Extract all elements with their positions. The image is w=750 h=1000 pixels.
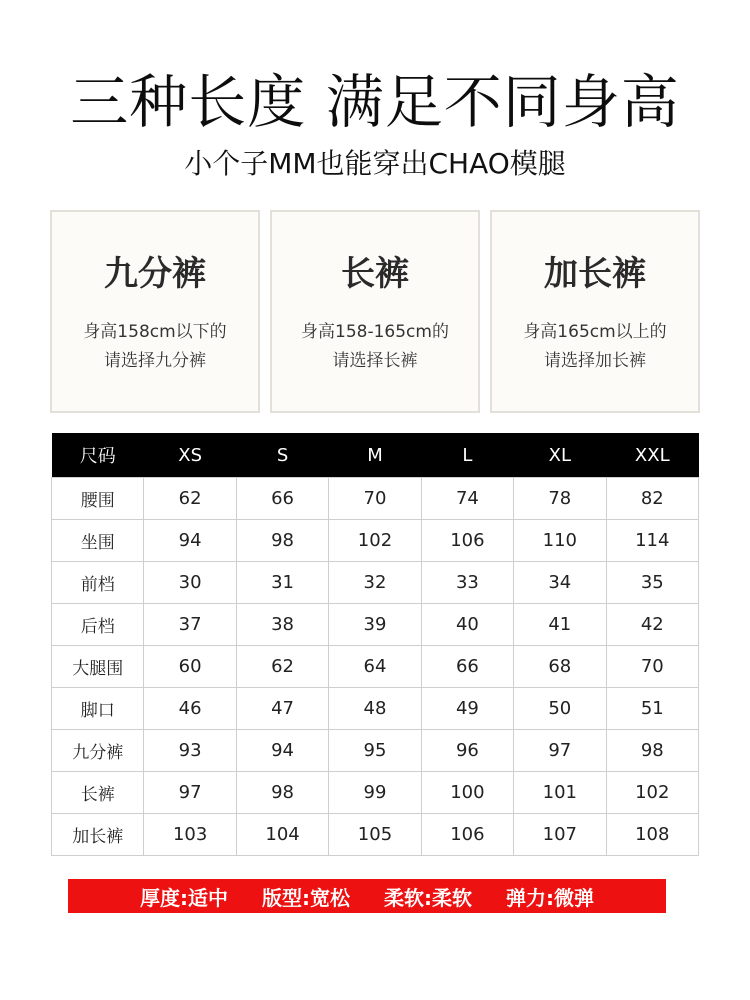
table-cell: 49	[421, 688, 513, 730]
table-cell: 99	[329, 772, 421, 814]
table-row	[52, 688, 699, 730]
table-header-cell: 尺码	[52, 433, 144, 478]
table-header-cell: M	[329, 433, 421, 478]
table-cell: 40	[421, 604, 513, 646]
table-cell: 50	[514, 688, 606, 730]
card-title: 长裤	[341, 254, 409, 294]
card-desc-line: 身高165cm以上的	[523, 322, 667, 342]
table-cell: 35	[606, 562, 698, 604]
table-cell: 108	[606, 814, 698, 856]
table-cell: 106	[421, 814, 513, 856]
softness-attribute: 柔软:柔软	[384, 885, 472, 910]
table-cell: 78	[514, 478, 606, 520]
table-header-cell: XS	[144, 433, 236, 478]
table-cell: 105	[329, 814, 421, 856]
table-row	[52, 520, 699, 562]
table-cell: 47	[236, 688, 328, 730]
table-row	[52, 730, 699, 772]
row-label: 脚口	[52, 688, 144, 730]
fit-attribute: 版型:宽松	[262, 885, 350, 910]
table-cell: 38	[236, 604, 328, 646]
row-label: 长裤	[52, 772, 144, 814]
table-cell: 95	[329, 730, 421, 772]
card-desc-line: 身高158-165cm的	[301, 322, 449, 342]
row-label: 大腿围	[52, 646, 144, 688]
table-cell: 102	[606, 772, 698, 814]
table-cell: 104	[236, 814, 328, 856]
table-cell: 51	[606, 688, 698, 730]
length-card-cropped	[50, 210, 260, 413]
row-label: 后档	[52, 604, 144, 646]
row-label: 加长裤	[52, 814, 144, 856]
table-cell: 94	[144, 520, 236, 562]
table-cell: 97	[144, 772, 236, 814]
length-card-regular	[270, 210, 480, 413]
table-cell: 66	[236, 478, 328, 520]
table-cell: 106	[421, 520, 513, 562]
table-row	[52, 814, 699, 856]
table-cell: 66	[421, 646, 513, 688]
card-description	[492, 318, 698, 376]
table-cell: 42	[606, 604, 698, 646]
table-cell: 110	[514, 520, 606, 562]
table-cell: 68	[514, 646, 606, 688]
fabric-info-bar	[68, 879, 666, 913]
table-cell: 96	[421, 730, 513, 772]
size-table	[51, 433, 699, 856]
row-label: 坐围	[52, 520, 144, 562]
page-subheadline: 小个子MM也能穿出CHAO模腿	[184, 147, 566, 180]
card-desc-line: 请选择九分裤	[104, 351, 206, 371]
table-cell: 70	[606, 646, 698, 688]
table-header-cell: S	[236, 433, 328, 478]
table-cell: 70	[329, 478, 421, 520]
table-cell: 62	[144, 478, 236, 520]
thickness-attribute: 厚度:适中	[140, 885, 228, 910]
table-cell: 31	[236, 562, 328, 604]
card-description	[272, 318, 478, 376]
table-cell: 98	[606, 730, 698, 772]
table-cell: 62	[236, 646, 328, 688]
table-cell: 60	[144, 646, 236, 688]
table-cell: 48	[329, 688, 421, 730]
table-cell: 33	[421, 562, 513, 604]
table-header-row	[52, 433, 699, 478]
table-cell: 103	[144, 814, 236, 856]
table-header-cell: XL	[514, 433, 606, 478]
table-row	[52, 772, 699, 814]
card-title: 加长裤	[544, 254, 646, 294]
stretch-attribute: 弹力:微弹	[506, 885, 594, 910]
row-label: 腰围	[52, 478, 144, 520]
table-row	[52, 604, 699, 646]
card-title: 九分裤	[104, 254, 206, 294]
table-cell: 93	[144, 730, 236, 772]
table-cell: 30	[144, 562, 236, 604]
table-cell: 74	[421, 478, 513, 520]
card-desc-line: 请选择加长裤	[544, 351, 646, 371]
table-cell: 39	[329, 604, 421, 646]
table-header-cell: XXL	[606, 433, 698, 478]
page-headline: 三种长度 满足不同身高	[70, 68, 680, 136]
table-cell: 46	[144, 688, 236, 730]
table-cell: 97	[514, 730, 606, 772]
table-cell: 34	[514, 562, 606, 604]
table-cell: 101	[514, 772, 606, 814]
table-row	[52, 478, 699, 520]
table-cell: 37	[144, 604, 236, 646]
row-label: 前档	[52, 562, 144, 604]
table-cell: 98	[236, 772, 328, 814]
table-row	[52, 646, 699, 688]
table-cell: 107	[514, 814, 606, 856]
card-desc-line: 身高158cm以下的	[83, 322, 227, 342]
table-cell: 98	[236, 520, 328, 562]
card-description	[52, 318, 258, 376]
table-header-cell: L	[421, 433, 513, 478]
table-cell: 64	[329, 646, 421, 688]
table-cell: 82	[606, 478, 698, 520]
table-cell: 100	[421, 772, 513, 814]
length-card-long	[490, 210, 700, 413]
table-cell: 102	[329, 520, 421, 562]
table-cell: 114	[606, 520, 698, 562]
table-cell: 32	[329, 562, 421, 604]
table-cell: 94	[236, 730, 328, 772]
table-row	[52, 562, 699, 604]
row-label: 九分裤	[52, 730, 144, 772]
table-cell: 41	[514, 604, 606, 646]
card-desc-line: 请选择长裤	[332, 351, 418, 371]
